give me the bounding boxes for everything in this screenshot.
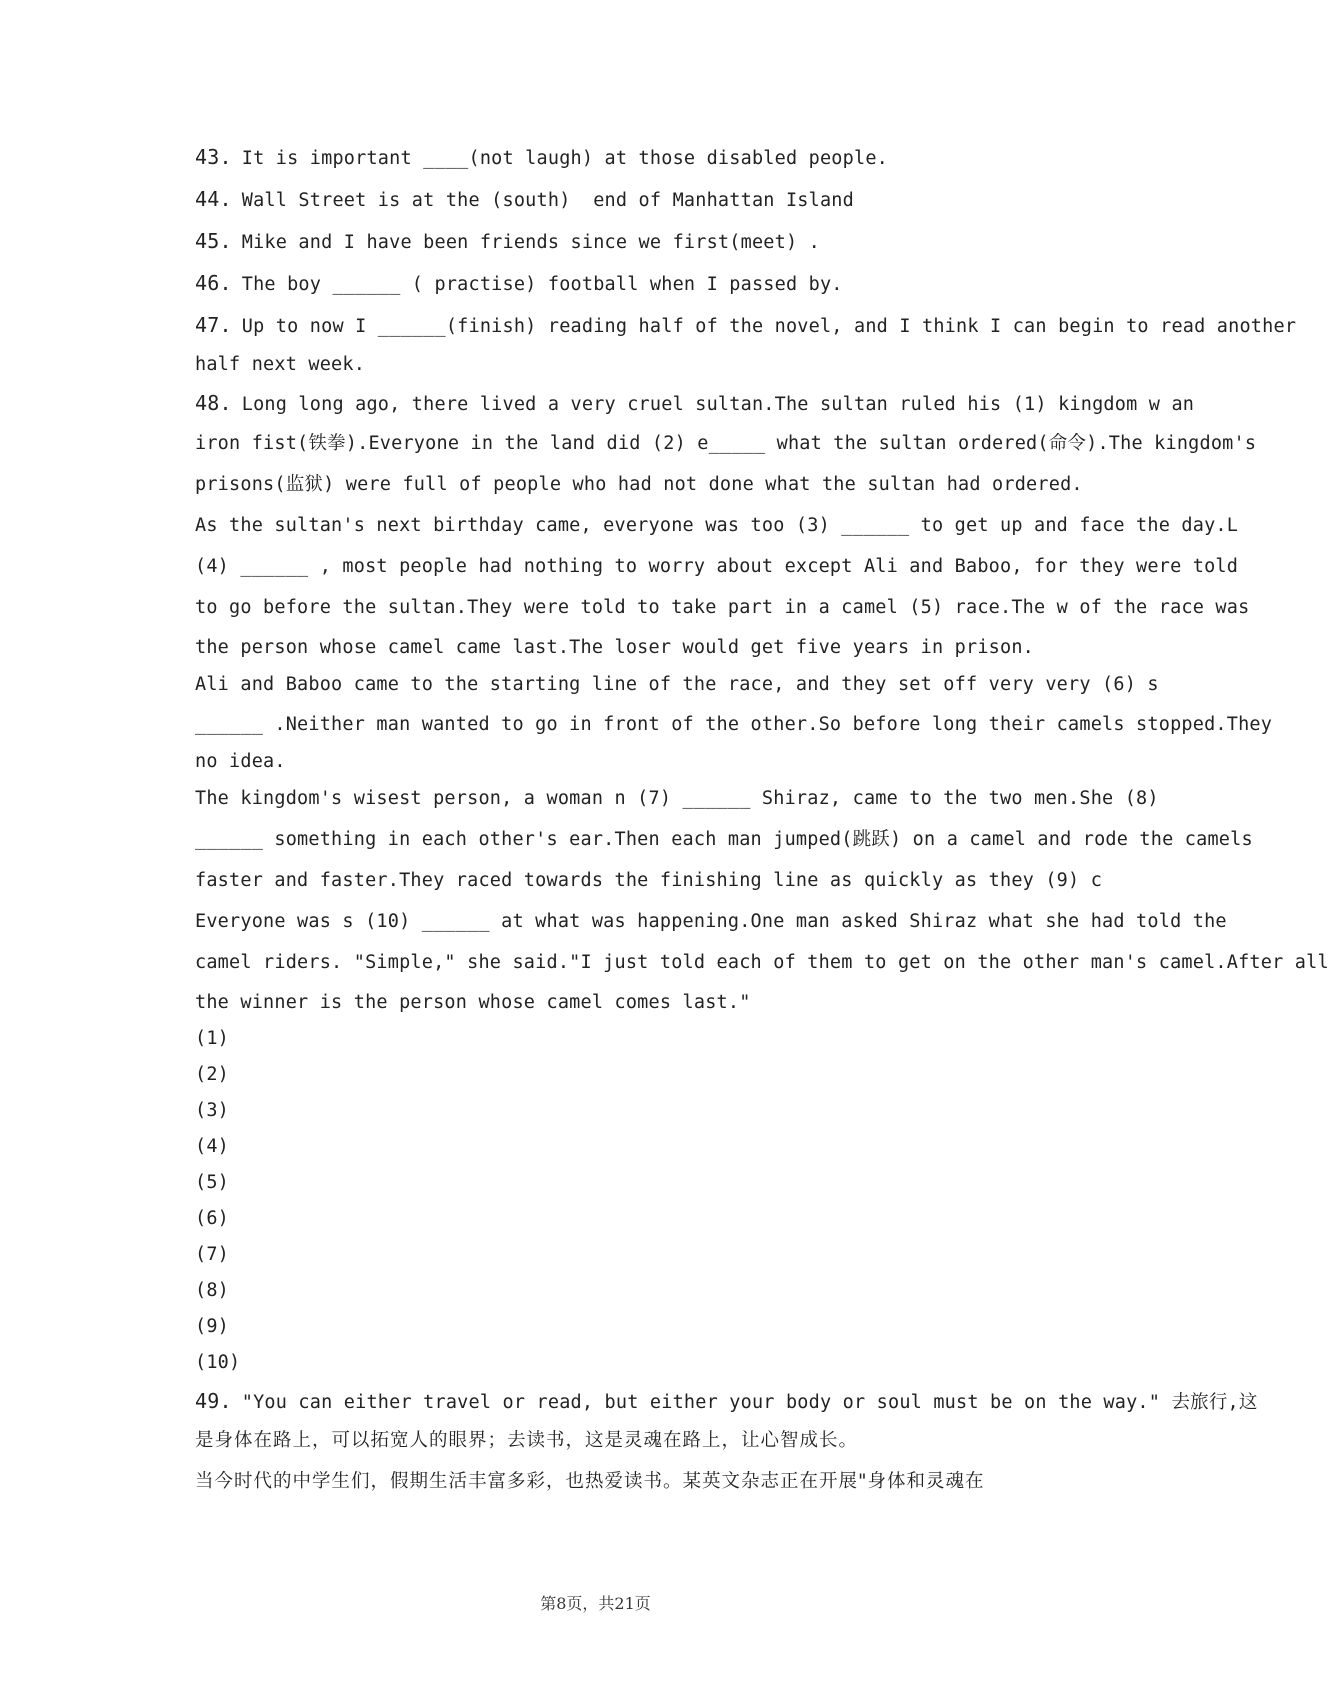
line-text: As the sultan's next birthday came, everyone was too (3) ______ to get up and face the day.L	[195, 515, 1239, 536]
text-line	[195, 787, 1159, 811]
text-line	[195, 951, 1329, 975]
line-text: (2)	[195, 1064, 230, 1085]
line-text: iron fist(铁拳).Everyone in the land did (2) e_____ what the sultan ordered(命令).The kingdom's	[195, 433, 1257, 454]
line-text: half next week.	[195, 354, 366, 375]
line-text: (8)	[195, 1280, 230, 1301]
line-text: It is important ____(not laugh) at those disabled people.	[241, 148, 888, 169]
line-text: the winner is the person whose camel comes last."	[195, 992, 751, 1013]
line-text: Long long ago, there lived a very cruel sultan.The sultan ruled his (1) kingdom w an	[241, 394, 1195, 415]
line-text: (1)	[195, 1028, 230, 1049]
line-text: ______ something in each other's ear.Then each man jumped(跳跃) on a camel and rode the camels	[195, 829, 1253, 850]
line-text: (4) ______ , most people had nothing to worry about except Ali and Baboo, for they were told	[195, 556, 1239, 577]
text-line	[195, 869, 1102, 893]
text-line	[195, 229, 820, 255]
line-text: to go before the sultan.They were told to take part in a camel (5) race.The w of the race was	[195, 597, 1250, 618]
line-text: (5)	[195, 1172, 230, 1193]
text-line	[195, 1063, 229, 1087]
text-line	[195, 473, 1083, 497]
text-line	[195, 514, 1238, 538]
line-text: no idea.	[195, 751, 286, 772]
text-line	[195, 432, 1256, 456]
line-text: the person whose camel came last.The loser would get five years in prison.	[195, 637, 1035, 658]
text-line	[195, 828, 1253, 852]
line-text: (9)	[195, 1316, 230, 1337]
line-text: (3)	[195, 1100, 230, 1121]
line-text: (7)	[195, 1244, 230, 1265]
text-line	[195, 1171, 229, 1195]
text-line	[195, 353, 365, 377]
text-line	[195, 187, 854, 213]
text-line	[195, 313, 1296, 339]
question-number: 43.	[195, 145, 232, 169]
line-text: Ali and Baboo came to the starting line of the race, and they set off very very (6) s	[195, 674, 1159, 695]
page-footer: 第8页，共21页	[540, 1594, 651, 1613]
text-line	[195, 713, 1272, 737]
line-text: (10)	[195, 1352, 241, 1373]
line-text: 是身体在路上，可以拓宽人的眼界；去读书，这是灵魂在路上，让心智成长。	[195, 1430, 859, 1451]
text-line	[195, 555, 1238, 579]
text-line	[195, 1099, 229, 1123]
text-line	[195, 1429, 858, 1453]
line-text: (6)	[195, 1208, 230, 1229]
question-number: 45.	[195, 229, 232, 253]
text-line	[195, 750, 286, 774]
text-line	[195, 636, 1034, 660]
text-line	[195, 1027, 229, 1051]
line-text: prisons(监狱) were full of people who had not done what the sultan had ordered.	[195, 474, 1083, 495]
line-text: camel riders. "Simple," she said."I just told each of them to get on the other man's camel.After all	[195, 952, 1329, 973]
text-line	[195, 1389, 1258, 1415]
line-text: faster and faster.They raced towards the finishing line as quickly as they (9) c	[195, 870, 1103, 891]
text-line	[195, 391, 1194, 417]
question-number: 47.	[195, 313, 232, 337]
text-line	[195, 910, 1227, 934]
line-text: Wall Street is at the (south) end of Manhattan Island	[241, 190, 854, 211]
line-text: 当今时代的中学生们，假期生活丰富多彩，也热爱读书。某英文杂志正在开展"身体和灵魂在	[195, 1471, 985, 1492]
text-line	[195, 145, 888, 171]
text-line	[195, 1135, 229, 1159]
text-line	[195, 1351, 240, 1375]
line-text: Everyone was s (10) ______ at what was happening.One man asked Shiraz what she had told the	[195, 911, 1227, 932]
line-text: ______ .Neither man wanted to go in front of the other.So before long their camels stopped.They	[195, 714, 1273, 735]
text-line	[195, 596, 1249, 620]
text-line	[195, 1470, 985, 1494]
line-text: The boy ______ ( practise) football when I passed by.	[241, 274, 843, 295]
line-text: Mike and I have been friends since we first(meet) .	[241, 232, 820, 253]
text-line	[195, 1279, 229, 1303]
question-number: 49.	[195, 1389, 232, 1413]
question-number: 44.	[195, 187, 232, 211]
question-number: 46.	[195, 271, 232, 295]
line-text: (4)	[195, 1136, 230, 1157]
text-line	[195, 271, 843, 297]
line-text: The kingdom's wisest person, a woman n (7) ______ Shiraz, came to the two men.She (8)	[195, 788, 1159, 809]
text-line	[195, 991, 751, 1015]
question-number: 48.	[195, 391, 232, 415]
text-line	[195, 1243, 229, 1267]
line-text: Up to now I ______(finish) reading half of the novel, and I think I can begin to read another	[241, 316, 1297, 337]
line-text: "You can either travel or read, but either your body or soul must be on the way." 去旅行,这	[241, 1392, 1258, 1413]
text-line	[195, 673, 1159, 697]
text-line	[195, 1207, 229, 1231]
text-line	[195, 1315, 229, 1339]
